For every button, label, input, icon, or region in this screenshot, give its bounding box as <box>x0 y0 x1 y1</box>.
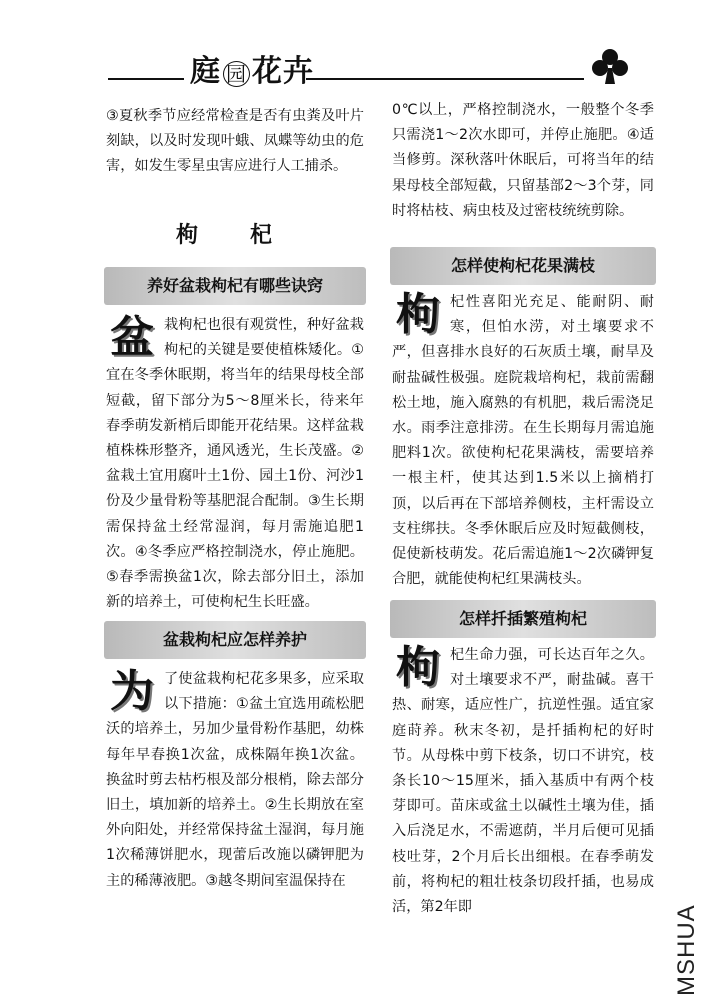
section-title: 枸杞 <box>176 223 325 248</box>
left-section-1 <box>106 313 364 615</box>
header-title <box>190 46 314 90</box>
club-icon <box>588 46 632 86</box>
watermark-text: MSHUA <box>673 904 700 996</box>
right-continued <box>392 98 654 224</box>
header-rule-right <box>306 78 584 80</box>
banner-cutting: 怎样扦插繁殖枸杞 <box>390 600 656 638</box>
section-4-text: 杞生命力强，可长达百年之久。对土壤要求不严，耐盐碱。喜干热、耐寒，适应性广，抗逆性强。适宜家庭莳养。秋末冬初，是扦插枸杞的好时节。从母株中剪下枝条，切口不讲究，枝条长10～15厘米，插入基质中有两个枝芽即可。苗床或盆土以碱性土壤为佳，插入后浇足水，不需遮荫，半月后便可见插枝吐芽，2个月后长出细根。在春季萌发前，将枸杞的粗壮枝条切段扦插，也易成活，第2年即 <box>392 647 654 916</box>
dropcap-pen: 盆 <box>110 312 154 363</box>
banner-bonsai-tips: 养好盆栽枸杞有哪些诀窍 <box>104 267 366 305</box>
section-1-text: 栽枸杞也很有观赏性，种好盆栽枸杞的关键是要使植株矮化。①宜在冬季休眠期，将当年的结果母枝全部短截，留下部分为5～8厘米长，待来年春季萌发新梢后即能开花结果。这样盆栽植株株形整齐，通风透光，生长茂盛。②盆栽土宜用腐叶土1份、园土1份、河沙1份及少量骨粉等基肥混合配制。③生长期需保持盆土经常湿润，每月需施追肥1次。④冬季应严格控制浇水，停止施肥。⑤春季需换盆1次，除去部分旧土，添加新的培养土，可使枸杞生长旺盛。 <box>106 317 364 611</box>
watermark <box>670 878 700 998</box>
continued-paragraph: 0℃以上，严格控制浇水，一般整个冬季只需浇1～2次水即可，并停止施肥。④适当修剪。深秋落叶休眠后，可将当年的结果母枝全部短截，只留基部2～3个芽，同时将枯枝、病虫枝及过密枝统统剪除。 <box>392 102 654 219</box>
intro-paragraph: ③夏秋季节应经常检查是否有虫粪及叶片刻缺，以及时发现叶蛾、凤蝶等幼虫的危害，如发生零星虫害应进行人工捕杀。 <box>106 108 364 175</box>
section-3-text: 杞性喜阳光充足、能耐阴、耐寒，但怕水涝，对土壤要求不严，但喜排水良好的石灰质土壤，耐旱及耐盐碱性极强。庭院栽培枸杞，栽前需翻松土地，施入腐熟的有机肥，栽后需浇足水。雨季注意排涝。在生长期每月需追施肥料1次。欲使枸杞花果满枝，需要培养一根主杆，使其达到1.5米以上摘梢打顶，以后再在下部培养侧枝，主杆需设立支柱绑扶。冬季休眠后应及时短截侧枝，促使新枝萌发。花后需追施1～2次磷钾复合肥，就能使枸杞红果满枝头。 <box>392 294 654 588</box>
right-section-3 <box>392 290 654 592</box>
header-title-rest: 花卉 <box>252 54 314 89</box>
banner-bonsai-care: 盆栽枸杞应怎样养护 <box>104 621 366 659</box>
header-title-main: 庭 <box>190 54 221 89</box>
header-title-small: 园 <box>223 61 250 87</box>
left-intro <box>106 104 364 180</box>
left-section-2 <box>106 667 364 894</box>
header-rule-left <box>108 78 184 80</box>
section-2-text: 了使盆栽枸杞花多果多，应采取以下措施：①盆土宜选用疏松肥沃的培养土，另加少量骨粉作基肥，幼株每年早春换1次盆，成株隔年换1次盆。换盆时剪去枯朽根及部分根梢，除去部分旧土，填加新的培养土。②生长期放在室外向阳处，并经常保持盆土湿润，每月施1次稀薄饼肥水，现蕾后改施以磷钾肥为主的稀薄液肥。③越冬期间室温保持在 <box>106 671 364 889</box>
banner-full-fruit: 怎样使枸杞花果满枝 <box>390 247 656 285</box>
dropcap-gou-2: 枸 <box>396 642 440 693</box>
right-section-4 <box>392 643 654 920</box>
dropcap-wei: 为 <box>110 666 154 717</box>
dropcap-gou-1: 枸 <box>396 289 440 340</box>
